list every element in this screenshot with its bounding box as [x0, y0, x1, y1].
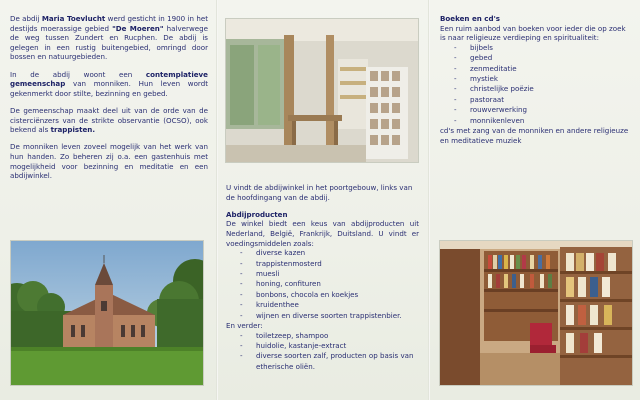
list-item: - mystiek	[440, 74, 630, 84]
text-segment: De abdij	[10, 14, 42, 23]
paragraph-order	[10, 106, 208, 135]
panel-fold-1	[216, 0, 218, 400]
books-heading: Boeken en cd's	[440, 14, 500, 23]
products-heading: Abdijproducten	[226, 209, 288, 219]
shop-location: U vindt de abdijwinkel in het poortgebouw, links van de hoofdingang van de abdij.	[226, 183, 413, 202]
bookshop-photo	[439, 240, 633, 386]
column-shop	[226, 183, 419, 372]
text-segment: halverwege de weg tussen Zundert en Rucphen. De abdij is gelegen in een rustig buitengebied, omringd door bossen en natuurgebieden.	[10, 23, 208, 62]
further-label: En verder:	[226, 321, 263, 330]
list-item: - honing, confituren	[226, 279, 419, 289]
books-intro: Een ruim aanbod van boeken voor ieder die op zoek is naar religieuze verdieping en spiritualiteit:	[440, 23, 626, 43]
shop-interior-photo	[225, 18, 419, 163]
list-item: - bonbons, chocola en koekjes	[226, 290, 419, 300]
other-products-list	[226, 331, 419, 373]
column-history	[10, 14, 208, 188]
list-item: - muesli	[226, 269, 419, 279]
abbey-name: Maria Toevlucht	[41, 14, 106, 23]
list-item: - trappistenmosterd	[226, 259, 419, 269]
text-segment: De gemeenschap maakt deel uit van de orde van de cisterciënzers van de strikte observantie (OCSO), ook bekend als	[10, 105, 208, 135]
list-item: - monnikenleven	[440, 116, 630, 126]
paragraph-work: De monniken leven zoveel mogelijk van het werk van hun handen. Zo beheren zij o.a. een gastenhuis met mogelijkheid voor bezinning en meditatie en een abdijwinkel.	[10, 142, 208, 181]
panel-fold-2	[428, 0, 430, 400]
list-item: - wijnen en diverse soorten trappistenbier.	[226, 311, 419, 321]
list-item: - diverse soorten zalf, producten op basis van etherische oliën.	[226, 351, 419, 372]
place-name: "De Moeren"	[112, 23, 164, 33]
cd-text: cd's met zang van de monniken en andere religieuze en meditatieve muziek	[440, 126, 629, 145]
column-books	[440, 14, 630, 145]
text-segment: In de abdij woont een	[10, 69, 146, 79]
community-highlight: contemplatieve gemeenschap	[10, 69, 208, 89]
list-item: - zenmeditatie	[440, 64, 630, 74]
list-item: - kruidenthee	[226, 300, 419, 310]
list-item: - rouwverwerking	[440, 105, 630, 115]
list-item: - christelijke poëzie	[440, 84, 630, 94]
list-item: - huidolie, kastanje-extract	[226, 341, 419, 351]
paragraph-community	[10, 70, 208, 99]
paragraph-founding	[10, 14, 208, 62]
food-list	[226, 248, 419, 321]
products-intro: De winkel biedt een keus van abdijproducten uit Nederland, België, Frankrijk, Duitsland. U vindt er voedingsmiddelen zoals:	[226, 219, 419, 248]
list-item: - gebed	[440, 53, 630, 63]
abbey-photo	[10, 240, 204, 386]
text-segment: werd gesticht in 1900 in het destijds moerassige gebied	[10, 14, 208, 33]
trappists-highlight: trappisten.	[50, 125, 96, 135]
list-item: - diverse kazen	[226, 248, 419, 258]
list-item: - bijbels	[440, 43, 630, 53]
list-item: - toiletzeep, shampoo	[226, 331, 419, 341]
books-list	[440, 43, 630, 126]
list-item: - pastoraat	[440, 95, 630, 105]
text-segment: van monniken. Hun leven wordt gekenmerkt door stilte, bezinning en gebed.	[10, 79, 208, 98]
